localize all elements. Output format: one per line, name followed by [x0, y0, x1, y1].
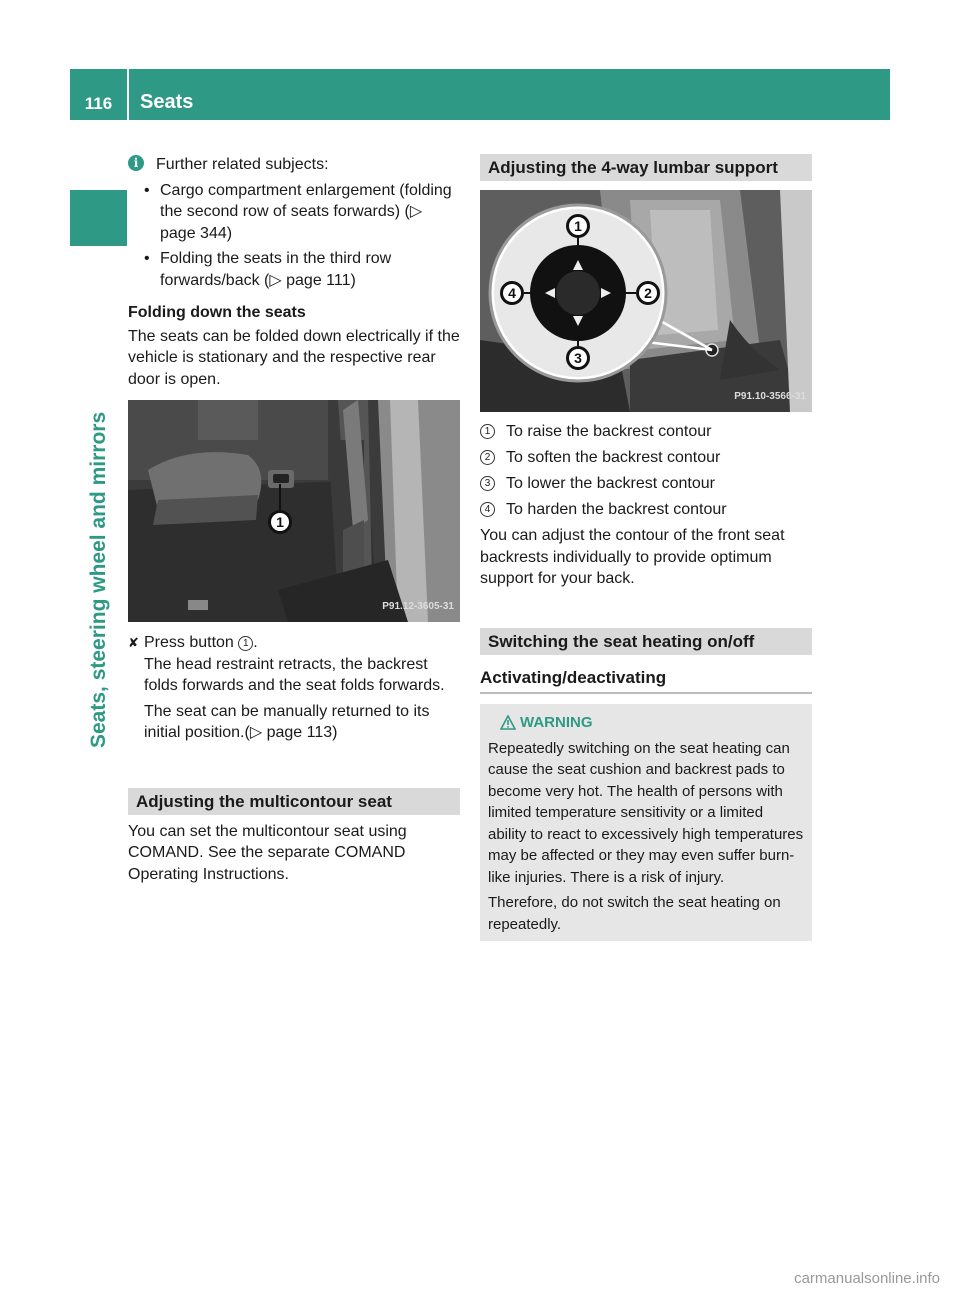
list-item: 2 To soften the backrest contour	[480, 447, 812, 469]
instruction-step: ✘ Press button 1 .	[128, 632, 460, 654]
callout-marker: 1	[268, 510, 292, 534]
page-link[interactable]: page 111	[286, 271, 351, 289]
warning-advice: Therefore, do not switch the seat heating on repeatedly.	[488, 894, 781, 933]
list-item: 3 To lower the backrest contour	[480, 473, 812, 495]
seat-fold-photo	[128, 400, 460, 622]
callout-ref: 4	[480, 502, 495, 517]
header-divider	[127, 69, 129, 120]
left-column	[128, 154, 460, 885]
page-number: 116	[84, 94, 113, 113]
folding-heading: Folding down the seats	[128, 304, 306, 321]
callout-ref: 1	[238, 636, 253, 651]
warning-box	[480, 704, 812, 941]
warning-text: Repeatedly switching on the seat heating can cause the seat cushion and backrest pads to become very hot. The health of persons with limited temperature sensitivity or a limited ability to react to excessively high temperatures may be affected or they may even suffer burn-like injuries. There is a risk of injury.	[488, 739, 804, 886]
lumbar-heading: Adjusting the 4-way lumbar support	[480, 154, 812, 181]
info-note	[128, 154, 460, 176]
lumbar-text: You can adjust the contour of the front seat backrests individually to provide optimum support for your back.	[480, 527, 785, 587]
step-result: The head restraint retracts, the backrest folds forwards and the seat folds forwards.	[144, 655, 445, 694]
right-column	[480, 154, 812, 941]
heating-heading: Switching the seat heating on/off	[480, 628, 812, 655]
page-ref-arrow-icon: ▷	[249, 724, 267, 741]
warning-triangle-icon	[500, 715, 516, 730]
warning-header: WARNING	[488, 712, 804, 734]
callout-marker: 3	[566, 346, 590, 370]
lumbar-list	[480, 421, 812, 521]
list-item: 1 To raise the backrest contour	[480, 421, 812, 443]
step-note: The seat can be manually returned to its initial position.(▷ page 113)	[144, 702, 430, 741]
page-link[interactable]: page 344	[160, 224, 227, 242]
multicontour-heading: Adjusting the multicontour seat	[128, 788, 460, 815]
photo-code: P91.12-3605-31	[382, 600, 454, 612]
callout-ref: 1	[480, 424, 495, 439]
list-item: • Folding the seats in the third row forwards/back (▷ page 111)	[144, 250, 392, 289]
lumbar-photo	[480, 190, 812, 412]
page-link[interactable]: page 113	[266, 724, 333, 741]
multicontour-text: You can set the multicontour seat using COMAND. See the separate COMAND Operating Instructions.	[128, 822, 407, 883]
heating-subheading: Activating/deactivating	[480, 667, 812, 695]
callout-ref: 3	[480, 476, 495, 491]
callout-marker: 2	[636, 281, 660, 305]
photo-code: P91.10-3566-31	[734, 390, 806, 402]
callout-marker: 4	[500, 281, 524, 305]
callout-marker: 1	[566, 214, 590, 238]
chapter-tab	[70, 190, 127, 246]
list-item: 4 To harden the backrest contour	[480, 499, 812, 521]
seat-fold-illustration	[128, 400, 460, 622]
watermark: carmanualsonline.info	[794, 1270, 940, 1287]
section-title: Seats	[140, 91, 194, 113]
step-arrow-icon: ✘	[128, 635, 139, 650]
page-ref-arrow-icon: ▷	[409, 203, 423, 220]
info-icon: i	[128, 155, 144, 171]
info-intro: Further related subjects:	[156, 156, 329, 173]
list-item: • Cargo compartment enlargement (folding the second row of seats forwards) (▷ page 344)	[144, 181, 452, 242]
page-ref-arrow-icon: ▷	[269, 271, 287, 289]
folding-text: The seats can be folded down electrically if the vehicle is stationary and the respective rear door is open.	[128, 327, 460, 388]
callout-ref: 2	[480, 450, 495, 465]
